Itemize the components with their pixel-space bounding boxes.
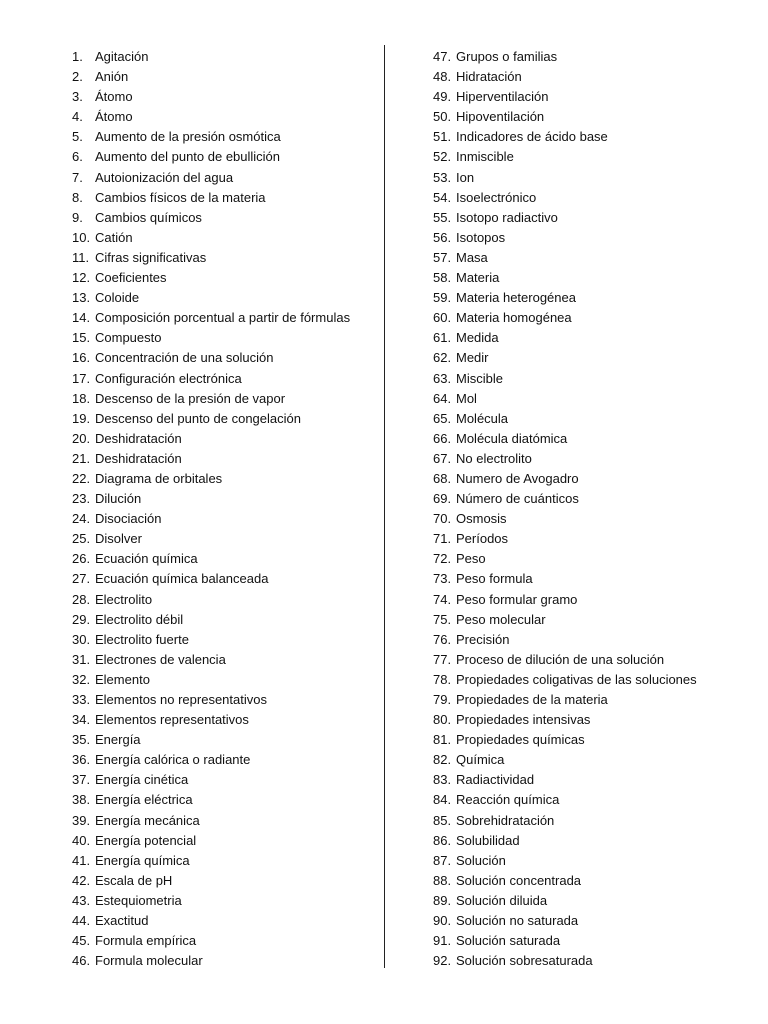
list-item-term: Configuración electrónica [95,370,242,386]
list-item-number: 40. [72,832,91,848]
list-item-term: Materia [456,270,500,286]
list-item [433,529,763,549]
list-item [433,650,763,670]
list-item [433,590,763,610]
list-item-term: Energía eléctrica [95,792,193,808]
list-item-term: Cambios físicos de la materia [95,189,266,205]
list-item-number: 68. [433,470,452,486]
list-item-number: 27. [72,571,91,587]
list-item-term: Estequiometria [95,892,182,908]
list-item-number: 16. [72,350,91,366]
list-item [72,790,377,810]
list-item-number: 63. [433,370,452,386]
list-item-term: Molécula [456,410,509,426]
list-item-number: 64. [433,390,452,406]
list-item-number: 73. [433,571,452,587]
list-item [72,67,377,87]
list-item-term: Electrones de valencia [95,651,226,667]
list-item-term: Autoionización del agua [95,169,234,185]
list-item-term: Cambios químicos [95,209,202,225]
list-item [433,107,763,127]
list-item-number: 4. [72,109,83,125]
list-item [433,931,763,951]
list-item-term: Formula molecular [95,953,203,969]
list-item [433,389,763,409]
list-item-number: 61. [433,330,452,346]
list-item [433,730,763,750]
list-item-number: 14. [72,310,91,326]
list-item-term: Átomo [95,89,133,105]
list-item [72,951,377,971]
list-item-term: Inmiscible [456,149,514,165]
list-item-number: 23. [72,491,91,507]
list-item-number: 90. [433,913,452,929]
list-item [72,449,377,469]
list-item-number: 78. [433,671,452,687]
list-item-term: Solución sobresaturada [456,953,593,969]
list-item-term: Agitación [95,49,149,64]
list-item-term: Proceso de dilución de una solución [456,651,665,667]
list-item-term: Solubilidad [456,832,520,848]
list-item-number: 42. [72,872,91,888]
list-item-term: Elementos representativos [95,712,249,728]
list-item-term: Aumento de la presión osmótica [95,129,281,145]
list-item-number: 58. [433,270,452,286]
list-item [72,931,377,951]
list-item [72,409,377,429]
list-item-number: 6. [72,149,83,165]
list-item-number: 37. [72,772,91,788]
list-item-term: Indicadores de ácido base [456,129,608,145]
list-item-number: 76. [433,631,452,647]
left-term-list [72,47,377,971]
list-item-number: 46. [72,953,91,969]
list-item-number: 7. [72,169,83,185]
list-item [433,489,763,509]
list-item-number: 41. [72,852,91,868]
list-item [72,590,377,610]
list-item-term: Energía química [95,852,190,868]
list-item [433,710,763,730]
list-item-number: 67. [433,450,452,466]
list-item-number: 50. [433,109,452,125]
list-item-term: Formula empírica [95,933,197,949]
list-item [72,429,377,449]
list-item-term: Isotopos [456,229,506,245]
list-item-term: Energía mecánica [95,812,200,828]
list-item [72,308,377,328]
list-item-term: Ion [456,169,475,185]
list-item-term: Coeficientes [95,270,167,286]
list-item-number: 51. [433,129,452,145]
list-item [433,831,763,851]
list-item [72,147,377,167]
list-item-number: 65. [433,410,452,426]
list-item-term: Peso formular gramo [456,591,578,607]
list-item [72,188,377,208]
list-item [72,630,377,650]
list-item-number: 8. [72,189,83,205]
list-item-term: Solución diluida [456,892,548,908]
list-item-term: Isotopo radiactivo [456,209,558,225]
list-item [72,469,377,489]
list-item-term: Propiedades intensivas [456,712,591,728]
list-item-term: Medir [456,350,489,366]
list-item [72,670,377,690]
list-item [72,168,377,188]
list-item-term: Solución [456,852,506,868]
list-item-term: Disociación [95,511,162,527]
list-item-number: 75. [433,611,452,627]
list-item-number: 84. [433,792,452,808]
list-item-term: Descenso de la presión de vapor [95,390,286,406]
list-item-term: Hiperventilación [456,89,549,105]
list-item-term: Energía potencial [95,832,197,848]
list-item [72,47,377,67]
list-item-number: 2. [72,69,83,85]
list-item-term: Períodos [456,531,509,547]
list-item-term: Miscible [456,370,503,386]
list-item-number: 79. [433,692,452,707]
list-item [72,770,377,790]
list-item-term: Propiedades de la materia [456,692,608,707]
list-item-term: Cifras significativas [95,249,207,265]
list-item [433,188,763,208]
list-item [72,268,377,288]
list-item-term: Mol [456,390,477,406]
list-item-term: Dilución [95,491,142,507]
list-item-term: Propiedades coligativas de las soluciones [456,671,697,687]
list-item-term: Disolver [95,531,142,547]
list-item [72,710,377,730]
list-item [433,147,763,167]
list-item-number: 18. [72,390,91,406]
list-item [72,610,377,630]
list-item-term: Escala de pH [95,872,173,888]
list-item-term: Química [456,752,505,768]
list-item-number: 24. [72,511,91,527]
list-item-term: Propiedades químicas [456,732,585,748]
list-item-term: Peso formula [456,571,533,587]
list-item-number: 26. [72,551,91,567]
list-item-number: 48. [433,69,452,85]
list-item [72,811,377,831]
list-item [72,248,377,268]
list-item-term: Materia homogénea [456,310,572,326]
list-item-term: Catión [95,229,133,245]
list-item [72,891,377,911]
list-item [72,288,377,308]
list-item-term: Numero de Avogadro [456,470,579,486]
list-item-term: Exactitud [95,913,149,929]
list-item-term: Reacción química [456,792,560,808]
list-item-term: No electrolito [456,450,532,466]
list-item [433,47,763,67]
list-item-number: 32. [72,671,91,687]
list-item [72,369,377,389]
list-item-number: 1. [72,49,83,64]
list-item-term: Peso [456,551,486,567]
list-item-number: 45. [72,933,91,949]
list-item [72,690,377,710]
list-item-number: 44. [72,913,91,929]
list-item-number: 89. [433,892,452,908]
list-item-number: 80. [433,712,452,728]
list-item-number: 72. [433,551,452,567]
list-item [433,951,763,971]
list-item [433,288,763,308]
list-item [433,449,763,469]
list-item-number: 91. [433,933,452,949]
list-item-term: Materia heterogénea [456,290,576,306]
list-item-term: Ecuación química balanceada [95,571,269,587]
list-item-number: 17. [72,370,91,386]
list-item-number: 81. [433,732,452,748]
list-item [433,690,763,710]
list-item-number: 9. [72,209,83,225]
list-item-number: 39. [72,812,91,828]
list-item-number: 28. [72,591,91,607]
list-item [433,630,763,650]
list-item-number: 12. [72,270,91,286]
list-item-term: Radiactividad [456,772,535,788]
list-item-number: 20. [72,430,91,446]
list-item [433,770,763,790]
list-item [433,670,763,690]
list-item-number: 52. [433,149,452,165]
list-item-term: Concentración de una solución [95,350,274,366]
list-item [72,831,377,851]
list-item [433,509,763,529]
list-item [433,409,763,429]
list-item-term: Energía cinética [95,772,189,788]
list-item-term: Elementos no representativos [95,692,267,707]
list-item-number: 21. [72,450,91,466]
list-item-term: Solución concentrada [456,872,582,888]
list-item-term: Diagrama de orbitales [95,470,223,486]
list-item [433,127,763,147]
list-item [433,248,763,268]
list-item-term: Número de cuánticos [456,491,579,507]
list-item [433,228,763,248]
list-item-term: Energía [95,732,141,748]
list-item-term: Deshidratación [95,430,182,446]
list-item-number: 11. [72,249,90,265]
list-item-term: Masa [456,249,488,265]
list-item [433,871,763,891]
list-item-number: 13. [72,290,91,306]
list-item-term: Electrolito débil [95,611,184,627]
list-item-number: 92. [433,953,452,969]
list-item-number: 19. [72,410,91,426]
list-item [72,871,377,891]
list-item-term: Sobrehidratación [456,812,555,828]
list-item-number: 54. [433,189,452,205]
list-item [72,529,377,549]
list-item-number: 47. [433,49,452,64]
list-item-number: 70. [433,511,452,527]
list-item-term: Energía calórica o radiante [95,752,251,768]
list-item-number: 88. [433,872,452,888]
list-item-term: Hipoventilación [456,109,545,125]
list-item [72,328,377,348]
list-item [72,851,377,871]
list-item-term: Compuesto [95,330,162,346]
list-item-term: Ecuación química [95,551,198,567]
list-item-number: 66. [433,430,452,446]
list-item-number: 35. [72,732,91,748]
list-item [433,891,763,911]
list-item [433,87,763,107]
list-item [433,790,763,810]
column-divider [384,45,385,968]
list-item [433,911,763,931]
list-item-number: 22. [72,470,91,486]
list-item [72,730,377,750]
list-item-number: 56. [433,229,452,245]
list-item [72,389,377,409]
list-item-number: 57. [433,249,452,265]
list-item [72,127,377,147]
list-item [433,328,763,348]
list-item [433,469,763,489]
list-item-term: Solución saturada [456,933,561,949]
list-item [72,348,377,368]
list-item-number: 55. [433,209,452,225]
list-item [72,650,377,670]
list-item [433,569,763,589]
list-item-term: Osmosis [456,511,507,527]
list-item-term: Aumento del punto de ebullición [95,149,281,165]
list-item-number: 82. [433,752,452,768]
list-item [72,208,377,228]
list-item-term: Deshidratación [95,450,182,466]
list-item [72,509,377,529]
list-item-term: Elemento [95,671,150,687]
list-item-number: 25. [72,531,91,547]
list-item-number: 87. [433,852,452,868]
list-item-term: Medida [456,330,499,346]
list-item-number: 30. [72,631,91,647]
list-item-number: 10. [72,229,91,245]
list-item-number: 33. [72,692,91,707]
list-item [433,168,763,188]
list-item-number: 62. [433,350,452,366]
list-item-term: Anión [95,69,129,85]
list-item [433,208,763,228]
list-item-number: 85. [433,812,452,828]
list-item [433,549,763,569]
list-item [72,87,377,107]
list-item [433,369,763,389]
list-item [433,811,763,831]
list-item-number: 60. [433,310,452,326]
right-term-list [433,47,763,971]
list-item-number: 71. [433,531,452,547]
list-item [433,750,763,770]
list-item-number: 31. [72,651,91,667]
list-item [72,750,377,770]
list-item-term: Átomo [95,109,133,125]
list-item-number: 69. [433,491,452,507]
list-item [72,569,377,589]
list-item-term: Composición porcentual a partir de fórmulas [95,310,351,326]
list-item [433,429,763,449]
list-item [433,67,763,87]
list-item-number: 83. [433,772,452,788]
list-item [72,549,377,569]
list-item-number: 3. [72,89,83,105]
list-item-number: 36. [72,752,91,768]
list-item-term: Peso molecular [456,611,546,627]
list-item-number: 77. [433,651,452,667]
list-item-number: 29. [72,611,91,627]
list-item-number: 86. [433,832,452,848]
list-item [433,268,763,288]
list-item-term: Isoelectrónico [456,189,537,205]
list-item-term: Coloide [95,290,140,306]
list-item [72,107,377,127]
list-item-number: 74. [433,591,452,607]
list-item-number: 43. [72,892,91,908]
list-item-term: Solución no saturada [456,913,579,929]
list-item [433,851,763,871]
list-item-term: Descenso del punto de congelación [95,410,301,426]
list-item [72,228,377,248]
list-item-term: Electrolito [95,591,153,607]
list-item-number: 34. [72,712,91,728]
list-item-number: 59. [433,290,452,306]
list-item-term: Electrolito fuerte [95,631,189,647]
list-item [72,489,377,509]
list-item [433,308,763,328]
list-item-number: 5. [72,129,83,145]
list-item [72,911,377,931]
list-item-term: Molécula diatómica [456,430,568,446]
list-item-term: Grupos o familias [456,49,558,64]
list-item-number: 53. [433,169,452,185]
list-item-term: Precisión [456,631,510,647]
list-item [433,610,763,630]
list-item-number: 49. [433,89,452,105]
list-item-term: Hidratación [456,69,522,85]
list-item-number: 38. [72,792,91,808]
list-item-number: 15. [72,330,91,346]
list-item [433,348,763,368]
